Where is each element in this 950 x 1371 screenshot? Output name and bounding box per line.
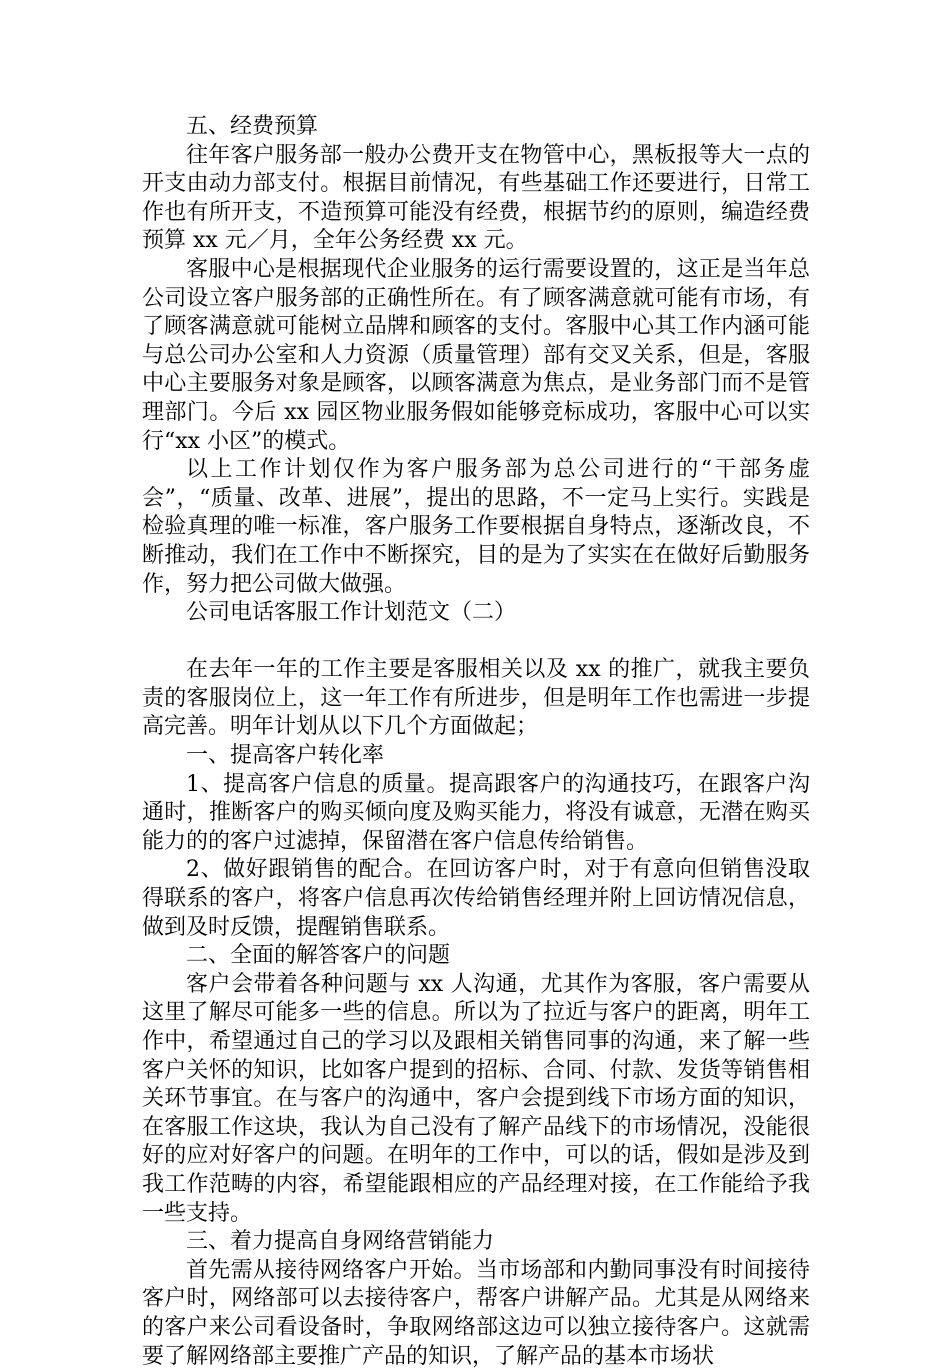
paragraph: 以上工作计划仅作为客户服务部为总公司进行的“干部务虚会”，“质量、改革、进展”，提出的思路，不一定马上实行。实践是检验真理的唯一标准，客户服务工作要根据自身特点，逐渐改良，不断推动，我们在工作中不断探究，目的是为了实实在在做好后勤服务作，努力把公司做大做强。 [142,457,810,597]
document-body [142,113,810,1371]
paragraph: 客服中心是根据现代企业服务的运行需要设置的，这正是当年总公司设立客户服务部的正确性所在。有了顾客满意就可能有市场，有了顾客满意就可能树立品牌和顾客的支付。客服中心其工作内涵可能与总公司办公室和人力资源（质量管理）部有交叉关系，但是，客服中心主要服务对象是顾客，以顾客满意为焦点，是业务部门而不是管理部门。今后 xx 园区物业服务假如能够竞标成功，客服中心可以实行“xx 小区”的模式。 [142,256,810,454]
section-heading-marketing: 三、着力提高自身网络营销能力 [186,1229,495,1255]
document-subtitle: 公司电话客服工作计划范文（二） [186,600,517,626]
paragraph: 1、提高客户信息的质量。提高跟客户的沟通技巧，在跟客户沟通时，推断客户的购买倾向度及购买能力，将没有诚意，无潜在购买能力的的客户过滤掉，保留潜在客户信息传给销售。 [142,771,810,854]
paragraph: 客户会带着各种问题与 xx 人沟通，尤其作为客服，客户需要从这里了解尽可能多一些的信息。所以为了拉近与客户的距离，明年工作中，希望通过自己的学习以及跟相关销售同事的沟通，来了解一些客户关怀的知识，比如客户提到的招标、合同、付款、发货等销售相关环节事宜。在与客户的沟通中，客户会提到线下市场方面的知识，在客服工作这块，我认为自己没有了解产品线下的市场情况，没能很好的应对好客户的问题。在明年的工作中，可以的话，假如是涉及到我工作范畴的内容，希望能跟相应的产品经理对接，在工作能给予我一些支持。 [142,971,810,1226]
paragraph: 首先需从接待网络客户开始。当市场部和内勤同事没有时间接待客户时，网络部可以去接待客户，帮客户讲解产品。尤其是从网络来的客户来公司看设备时，争取网络部这边可以独立接待客户。这就需要了解网络部主要推广产品的知识，了解产品的基本市场状 [142,1257,810,1369]
paragraph: 往年客户服务部一般办公费开支在物管中心，黑板报等大一点的开支由动力部支付。根据目前情况，有些基础工作还要进行，日常工作也有所开支，不造预算可能没有经费，根据节约的原则，编造经费预算 xx 元／月，全年公务经费 xx 元。 [142,142,810,254]
paragraph: 在去年一年的工作主要是客服相关以及 xx 的推广，就我主要负责的客服岗位上，这一年工作有所进步，但是明年工作也需进一步提高完善。明年计划从以下几个方面做起； [142,657,810,740]
section-heading-conversion: 一、提高客户转化率 [186,743,385,769]
paragraph: 2、做好跟销售的配合。在回访客户时，对于有意向但销售没取得联系的客户，将客户信息再次传给销售经理并附上回访情况信息，做到及时反馈，提醒销售联系。 [142,857,810,940]
section-heading-budget: 五、经费预算 [186,114,319,139]
blank-line [142,628,810,657]
section-heading-answers: 二、全面的解答客户的问题 [186,943,451,969]
